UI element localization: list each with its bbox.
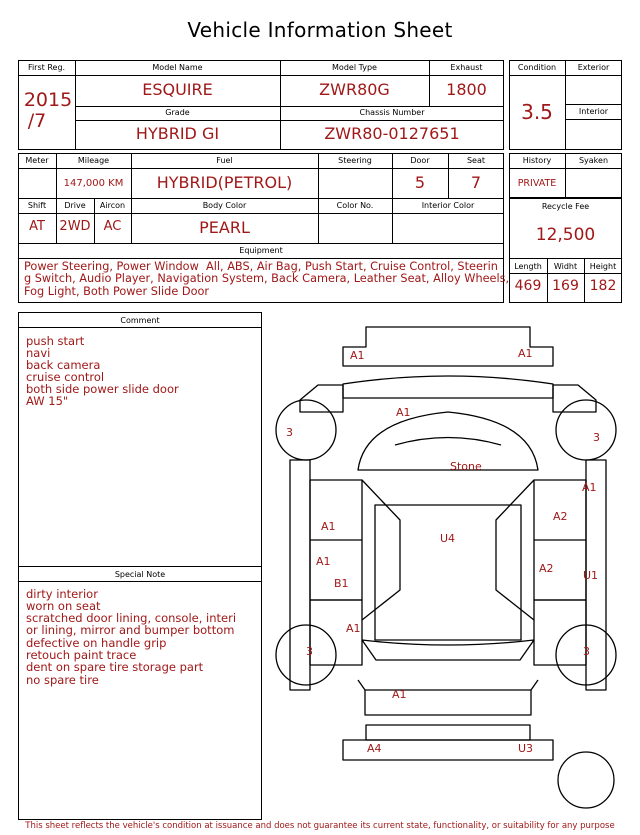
- history-value: PRIVATE: [517, 178, 557, 189]
- model-name-value: ESQUIRE: [142, 80, 213, 99]
- history-label: History: [522, 156, 552, 165]
- model-name-label: Model Name: [152, 63, 203, 72]
- damage-hood: A1: [396, 406, 411, 419]
- condition-label: Condition: [517, 63, 557, 72]
- length-label: Length: [514, 262, 542, 271]
- door-label: Door: [410, 156, 430, 165]
- grade-value: HYBRID GI: [135, 124, 220, 143]
- condition-score: 3.5: [521, 100, 553, 124]
- comment-line: cruise control: [26, 370, 105, 384]
- damage-windshield: Stone: [450, 460, 482, 473]
- color-no-label: Color No.: [336, 201, 374, 210]
- seat-value: 7: [470, 173, 482, 192]
- special-note-line: scratched door lining, console, interi: [26, 611, 237, 625]
- comment-line: navi: [26, 346, 51, 360]
- special-note-line: defective on handle grip: [26, 636, 167, 650]
- syaken-label: Syaken: [578, 156, 609, 165]
- damage-left-front-door: A1: [321, 520, 336, 533]
- special-note-line: dent on spare tire storage part: [26, 660, 204, 674]
- page-title: Vehicle Information Sheet: [187, 18, 453, 42]
- exhaust-label: Exhaust: [450, 63, 483, 72]
- damage-rear-bumper-left: A4: [367, 742, 382, 755]
- damage-rear-left-tire: 3: [306, 645, 313, 658]
- equipment-value: Power Steering, Power Window All, ABS, Air Bag, Push Start, Cruise Control, Steerin g Switch, Audio Player, Navigation System, Back Camera, Leather Seat, Alloy Wheels, Fog Light, Both Power Slide Door: [24, 260, 510, 298]
- first-reg-year: 2015: [23, 89, 73, 111]
- equipment-label: Equipment: [239, 246, 283, 255]
- damage-front-bumper-left: A1: [350, 349, 365, 362]
- recycle-fee-label: Recycle Fee: [541, 202, 590, 211]
- first-reg-month: /7: [27, 110, 47, 132]
- drive-label: Drive: [64, 201, 86, 210]
- comment-line: both side power slide door: [26, 382, 179, 396]
- damage-roof: U4: [440, 532, 456, 545]
- chassis-number-label: Chassis Number: [359, 108, 425, 117]
- interior-color-label: Interior Color: [421, 201, 475, 210]
- damage-right-front-door: A2: [553, 510, 568, 523]
- damage-right-slide-door: A2: [539, 562, 554, 575]
- damage-right-rear: U1: [583, 569, 599, 582]
- comment-line: back camera: [26, 358, 101, 372]
- exterior-label: Exterior: [577, 63, 610, 72]
- seat-label: Seat: [466, 156, 486, 165]
- door-value: 5: [414, 173, 426, 192]
- damage-right-fender: A1: [582, 481, 597, 494]
- damage-left-pillar: B1: [334, 577, 349, 590]
- damage-front-left-tire: 3: [286, 426, 293, 439]
- drive-value: 2WD: [59, 219, 91, 234]
- width-value: 169: [552, 278, 579, 294]
- recycle-fee-value: 12,500: [535, 225, 596, 245]
- special-note-line: no spare tire: [26, 673, 99, 687]
- body-color-label: Body Color: [202, 201, 247, 210]
- body-color-value: PEARL: [199, 218, 250, 237]
- shift-value: AT: [29, 219, 45, 234]
- damage-left-quarter: A1: [346, 622, 361, 635]
- exhaust-value: 1800: [446, 80, 487, 99]
- model-type-value: ZWR80G: [319, 80, 390, 99]
- aircon-label: Aircon: [99, 201, 126, 210]
- damage-front-bumper-right: A1: [518, 347, 533, 360]
- meter-label: Meter: [25, 156, 49, 165]
- height-label: Height: [589, 262, 617, 271]
- comment-line: push start: [26, 334, 85, 348]
- damage-front-right-tire: 3: [593, 431, 600, 444]
- model-type-label: Model Type: [332, 63, 377, 72]
- length-value: 469: [514, 278, 542, 294]
- damage-rear-right-tire: 3: [583, 645, 590, 658]
- mileage-value: 147,000 KM: [63, 178, 124, 189]
- special-note-line: or lining, mirror and bumper bottom: [26, 623, 235, 637]
- first-reg-label: First Reg.: [27, 63, 66, 72]
- height-value: 182: [589, 278, 617, 294]
- interior-label: Interior: [578, 107, 609, 116]
- width-label: Widht: [553, 262, 578, 271]
- mileage-label: Mileage: [77, 156, 110, 165]
- comment-label: Comment: [120, 316, 160, 325]
- disclaimer-footer: This sheet reflects the vehicle's condition at issuance and does not guarantee its current state, functionality, or suitability for any purpose: [25, 821, 615, 831]
- damage-left-slide-door: A1: [316, 555, 331, 568]
- comment-line: AW 15": [26, 394, 69, 408]
- steering-label: Steering: [338, 156, 372, 165]
- damage-rear-bumper-right: U3: [518, 742, 534, 755]
- damage-back-door: A1: [392, 688, 407, 701]
- special-note-line: dirty interior: [26, 587, 98, 601]
- special-note-line: worn on seat: [26, 599, 101, 613]
- aircon-value: AC: [103, 219, 122, 234]
- special-note-line: retouch paint trace: [26, 648, 137, 662]
- fuel-value: HYBRID(PETROL): [156, 173, 293, 192]
- special-note-label: Special Note: [114, 570, 166, 579]
- grade-label: Grade: [165, 108, 190, 117]
- chassis-number-value: ZWR80-0127651: [324, 124, 460, 143]
- shift-label: Shift: [27, 201, 47, 210]
- fuel-label: Fuel: [216, 156, 233, 165]
